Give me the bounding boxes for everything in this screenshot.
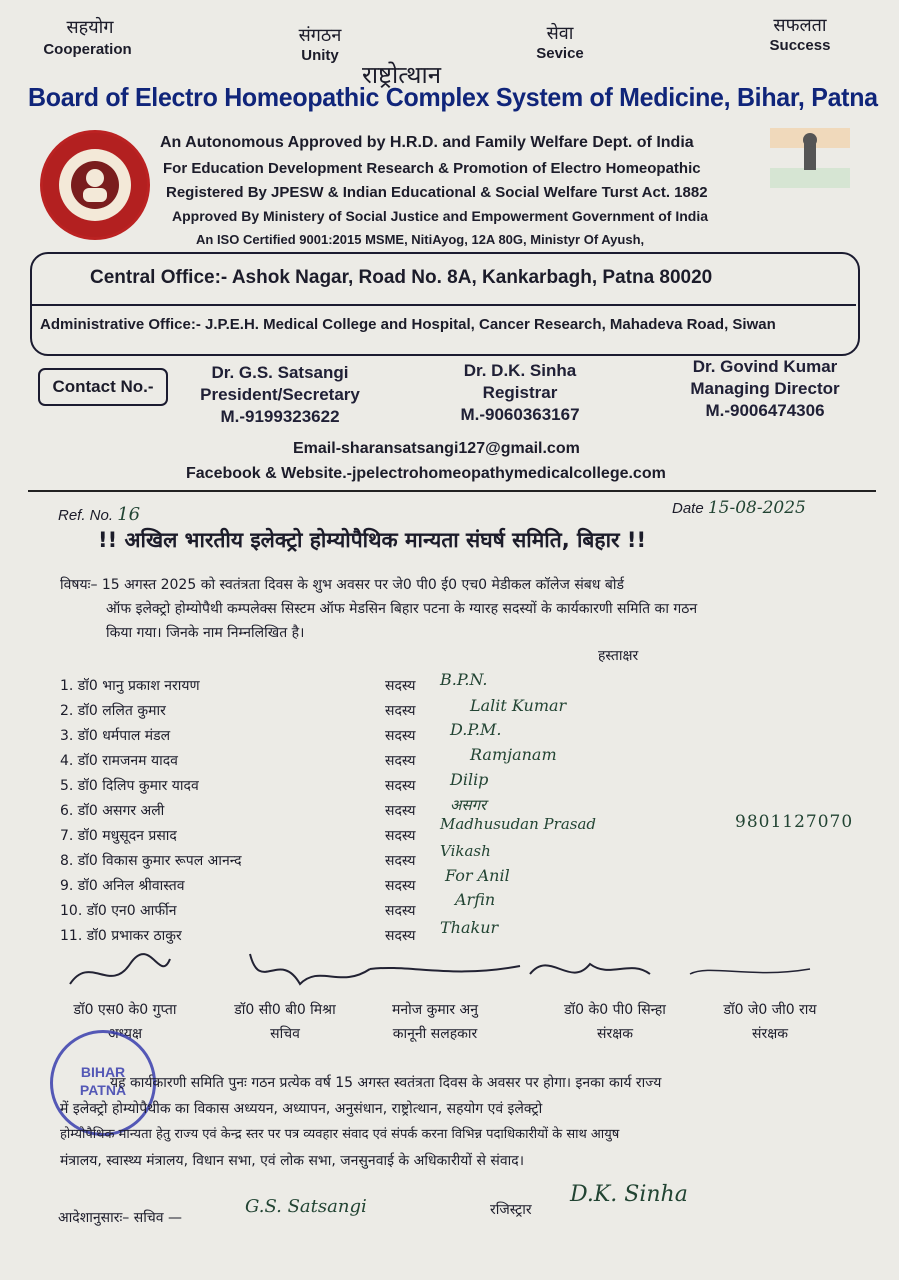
member-signature: Arfin: [455, 890, 496, 909]
secretary-signature: G.S. Satsangi: [245, 1196, 367, 1217]
contact-mobile: M.-9006474306: [705, 401, 825, 420]
contact-role: Managing Director: [690, 379, 840, 398]
member-signature: Thakur: [440, 918, 499, 937]
member-name: 6. डॉ0 असगर अली: [60, 803, 165, 819]
central-office: Central Office:- Ashok Nagar, Road No. 8A, Kankarbagh, Patna 80020: [90, 267, 713, 288]
contact-person: [190, 362, 370, 428]
motto-hindi: संगठन: [298, 25, 342, 46]
member-role: सदस्य: [385, 753, 416, 769]
national-emblem: [770, 128, 850, 188]
member-name: 7. डॉ0 मधुसूदन प्रसाद: [60, 828, 177, 844]
motto-hindi: सहयोग: [66, 17, 114, 38]
body-line: मंत्रालय, स्वास्थ्य मंत्रालय, विधान सभा, एवं लोक सभा, जनसुनवाई के अधिकारीयों से संवाद।: [60, 1153, 525, 1169]
member-name: 1. डॉ0 भानु प्रकाश नरायण: [60, 678, 200, 694]
contact-mobile: M.-9060363167: [460, 405, 580, 424]
member-role: सदस्य: [385, 853, 416, 869]
officer-title: कानूनी सलहकार: [392, 1026, 478, 1042]
motto-english: Success: [769, 37, 831, 54]
officer-title: संरक्षक: [752, 1026, 788, 1042]
member-role: सदस्य: [385, 928, 416, 944]
officer-name: मनोज कुमार अनु: [392, 1002, 478, 1018]
member-role: सदस्य: [385, 803, 416, 819]
officer-name: डॉ0 सी0 बी0 मिश्रा: [234, 1002, 336, 1018]
officer: [695, 998, 845, 1046]
member-signature: Dilip: [450, 770, 489, 789]
motto-english: Unity: [301, 47, 339, 64]
registrar-label: रजिस्ट्रार: [490, 1202, 532, 1218]
letter-heading: !! अखिल भारतीय इलेक्ट्रो होम्योपैथिक मान्यता संघर्ष समिति, बिहार !!: [98, 528, 647, 552]
contact-person: [440, 360, 600, 426]
contact-name: Dr. D.K. Sinha: [463, 361, 577, 380]
member-signature: Lalit Kumar: [470, 696, 567, 715]
contact-role: Registrar: [482, 383, 558, 402]
subject-line: किया गया। जिनके नाम निम्नलिखित है।: [106, 625, 305, 641]
website: Facebook & Website.-jpelectrohomeopathymedicalcollege.com: [186, 465, 666, 482]
board-logo: [40, 130, 150, 240]
member-name: 3. डॉ0 धर्मपाल मंडल: [60, 728, 171, 744]
motto-english: Cooperation: [43, 41, 132, 58]
member-name: 4. डॉ0 रामजनम यादव: [60, 753, 178, 769]
ref-value: 16: [117, 504, 141, 525]
header-divider: [28, 490, 876, 492]
approval-line: Approved By Ministery of Social Justice and Empowerment Government of India: [172, 208, 708, 224]
member-role: सदस्य: [385, 903, 416, 919]
admin-office: Administrative Office:- J.P.E.H. Medical College and Hospital, Cancer Research, Mahadeva Road, Siwan: [40, 316, 776, 333]
registrar-signature: D.K. Sinha: [570, 1182, 688, 1207]
subject-line: विषयः– 15 अगस्त 2025 को स्वतंत्रता दिवस के शुभ अवसर पर जे0 पी0 ई0 एच0 मेडीकल कॉलेज संबध बोर्ड: [60, 577, 624, 593]
subject-line: ऑफ इलेक्ट्रो होम्योपैथी कम्पलेक्स सिस्टम ऑफ मेडसिन बिहार पटना के ग्यारह सदस्यों के कार्यकारणी समिति का गठन: [106, 601, 698, 617]
contact-name: Dr. Govind Kumar: [692, 357, 838, 376]
email: Email-sharansatsangi127@gmail.com: [293, 440, 580, 457]
date-label: Date: [672, 500, 704, 517]
member-signature: Ramjanam: [470, 745, 557, 764]
contact-mobile: M.-9199323622: [220, 407, 340, 426]
hindi-title: राष्ट्रोत्थान: [362, 61, 442, 89]
seal-line: BIHAR: [80, 1064, 126, 1080]
date-value: 15-08-2025: [707, 498, 806, 518]
motto-hindi: सफलता: [773, 15, 827, 36]
member-role: सदस्य: [385, 728, 416, 744]
officer-name: डॉ0 एस0 के0 गुप्ता: [73, 1002, 177, 1018]
member-name: 9. डॉ0 अनिल श्रीवास्तव: [60, 878, 185, 894]
member-name: 10. डॉ0 एन0 आर्फीन: [60, 903, 177, 919]
contact-person: [670, 356, 860, 422]
body-line: में इलेक्ट्रो होम्योपैथीक का विकास अध्ययन, अध्यापन, अनुसंधान, राष्ट्रोत्थान, सहयोग एवं इलेक्ट्रो: [60, 1101, 543, 1117]
motto-hindi: सेवा: [546, 23, 574, 44]
member-name: 5. डॉ0 दिलिप कुमार यादव: [60, 778, 199, 794]
emblem-icon: [770, 128, 850, 188]
member-signature: For Anil: [445, 866, 510, 885]
approval-line: Registered By JPESW & Indian Educational & Social Welfare Turst Act. 1882: [166, 184, 708, 201]
member-role: सदस्य: [385, 878, 416, 894]
phone-note: 9801127070: [735, 812, 854, 832]
board-title: Board of Electro Homeopathic Complex System of Medicine, Bihar, Patna: [28, 82, 878, 112]
ref-number: [58, 504, 140, 525]
order-line: आदेशानुसारः– सचिव —: [58, 1210, 182, 1226]
board-logo-icon: [40, 130, 150, 240]
approval-line: An Autonomous Approved by H.R.D. and Family Welfare Dept. of India: [160, 134, 694, 151]
seal-line: PATNA: [79, 1082, 127, 1098]
contact-role: President/Secretary: [200, 385, 360, 404]
body-line: यह कार्यकारणी समिति पुनः गठन प्रत्येक वर्ष 15 अगस्त स्वतंत्रता दिवस के अवसर पर होगा। इनका कार्य राज्य: [110, 1075, 662, 1091]
body-line: होम्योपैथिक मान्यता हेतु राज्य एवं केन्द्र स्तर पर पत्र व्यवहार संवाद एवं संपर्क करना विभिन्न पदाधिकारीयों के साथ आयुष: [60, 1127, 620, 1142]
approval-line: For Education Development Research & Promotion of Electro Homeopathic: [163, 160, 701, 177]
member-signature: B.P.N.: [440, 670, 488, 689]
member-signature: D.P.M.: [450, 720, 502, 739]
member-signature: Vikash: [440, 842, 491, 860]
officer-signatures: [50, 944, 850, 1004]
motto-english: Sevice: [536, 45, 584, 62]
ref-label: Ref. No.: [58, 507, 114, 524]
signature-header: हस्ताक्षर: [598, 648, 639, 664]
member-signature: Madhusudan Prasad: [440, 815, 597, 833]
officer: [215, 998, 355, 1046]
member-name: 8. डॉ0 विकास कुमार रूपल आनन्द: [60, 853, 242, 869]
office-divider: [30, 304, 856, 306]
member-role: सदस्य: [385, 828, 416, 844]
officer: [540, 998, 690, 1046]
approval-line: An ISO Certified 9001:2015 MSME, NitiAyog, 12A 80G, Ministyr Of Ayush,: [196, 232, 645, 247]
officer-title: सचिव: [270, 1026, 300, 1042]
officer-name: डॉ0 के0 पी0 सिन्हा: [564, 1002, 666, 1018]
member-name: 2. डॉ0 ललित कुमार: [60, 703, 166, 719]
contact-name: Dr. G.S. Satsangi: [211, 363, 349, 382]
member-signature: असगर: [450, 796, 487, 814]
letter-date: [672, 498, 806, 518]
officer-title: संरक्षक: [597, 1026, 633, 1042]
member-name: 11. डॉ0 प्रभाकर ठाकुर: [60, 928, 182, 944]
officer: [350, 998, 520, 1046]
member-role: सदस्य: [385, 703, 416, 719]
officer-title: अध्यक्ष: [107, 1026, 143, 1042]
officer-name: डॉ0 जे0 जी0 राय: [723, 1002, 817, 1018]
contact-label: Contact No.-: [38, 368, 168, 406]
member-role: सदस्य: [385, 678, 416, 694]
member-role: सदस्य: [385, 778, 416, 794]
